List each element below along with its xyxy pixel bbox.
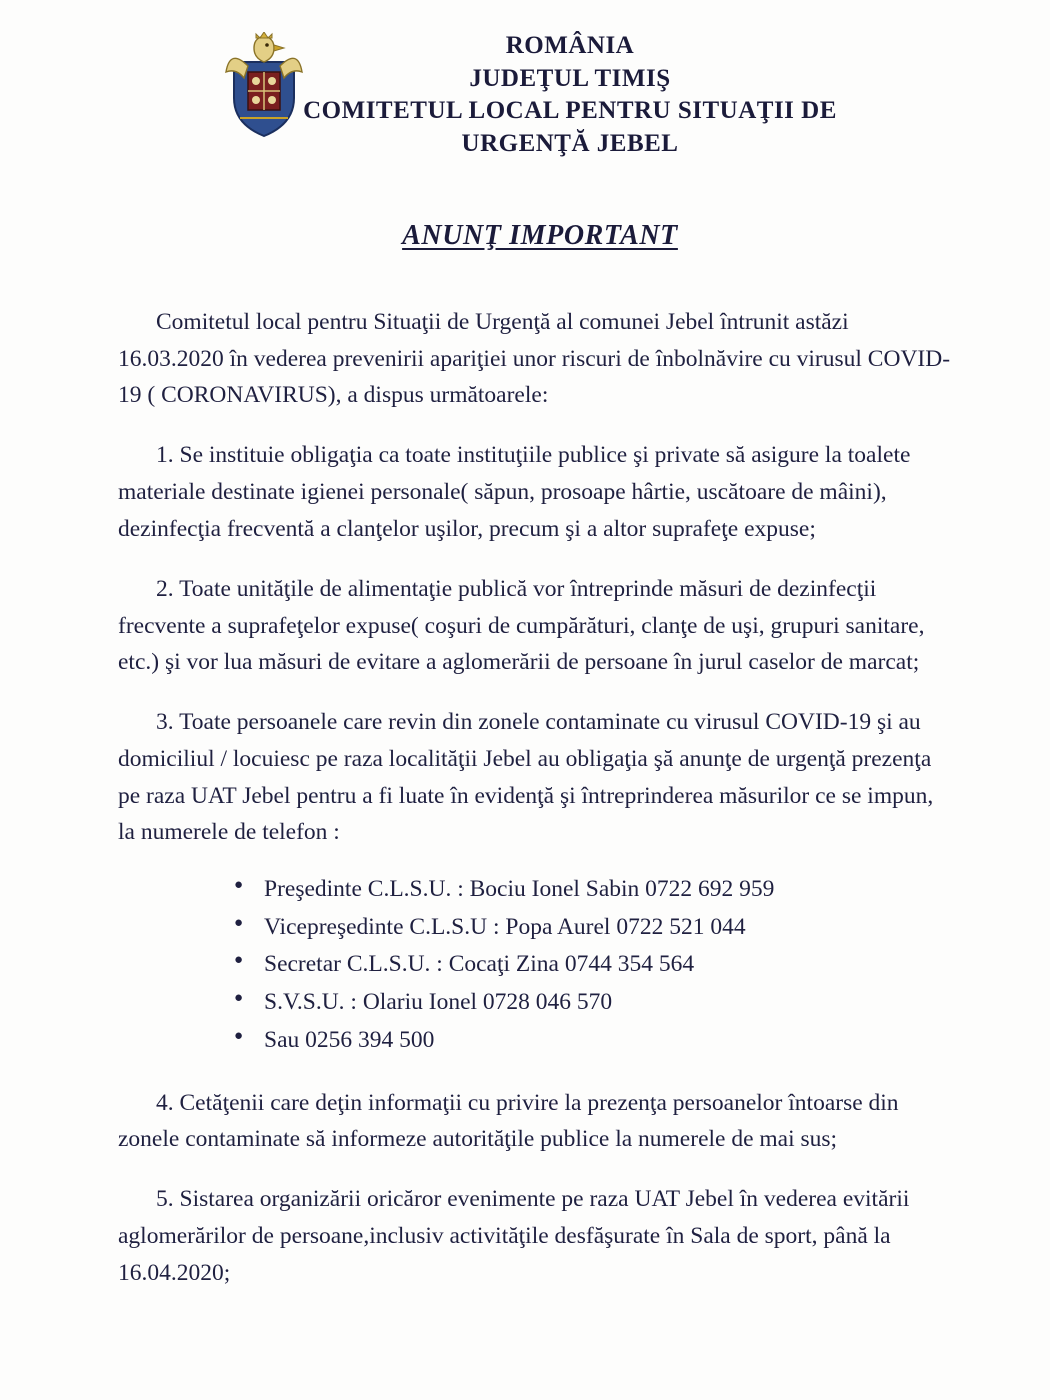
list-item: ● S.V.S.U. : Olariu Ionel 0728 046 570 [234, 985, 955, 1021]
document-header [0, 0, 1050, 160]
page-title [0, 220, 1050, 252]
header-line-committee-2: URGENŢĂ JEBEL [461, 129, 679, 157]
header-line-country: ROMÂNIA [505, 32, 635, 59]
romania-coat-of-arms-icon [222, 32, 306, 138]
list-item: ● Secretar C.L.S.U. : Cocaţi Zina 0744 354 564 [234, 947, 955, 983]
header-line-committee-1: COMITETUL LOCAL PENTRU SITUAŢII DE [303, 97, 837, 124]
paragraph-intro: Comitetul local pentru Situaţii de Urgenţă al comunei Jebel întrunit astăzi 16.03.2020 în vederea prevenirii apariţiei unor riscuri de înbolnăvire cu virusul COVID-19 ( CORONAVIRUS), a dispus următoarele: [118, 309, 951, 409]
paragraph-item-1: 1. Se instituie obligaţia ca toate instituţiile publice şi private să asigure la toalete materiale destinate igienei personale( săpun, prosoape hârtie, uscătoare de mâini), dezinfecţia frecventă a clanţelor uşilor, precum şi a altor suprafeţe expuse; [118, 442, 911, 542]
list-item: ● Sau 0256 394 500 [234, 1023, 955, 1059]
paragraph-item-3: 3. Toate persoanele care revin din zonele contaminate cu virusul COVID-19 şi au domiciliul / locuiesc pe raza localităţii Jebel au obligaţia şă anunţe de urgenţă prezenţa pe raza UAT Jebel pentru a fi luate în evidenţă şi întreprinderea măsurilor ce se impun, la numerele de telefon : [118, 709, 934, 846]
paragraph-item-2: 2. Toate unităţile de alimentaţie publică vor întreprinde măsuri de dezinfecţii frecvente a suprafeţelor expuse( coşuri de cumpărături, clanţe de uşi, grupuri sanitare, etc.) şi vor lua măsuri de evitare a aglomerării de persoane în jurul caselor de marcat; [118, 575, 925, 676]
paragraph-item-4: 4. Cetăţenii care deţin informaţii cu privire la prezenţa persoanelor întoarse din zonele contaminate să informeze autorităţile publice la numerele de mai sus; [118, 1089, 899, 1153]
list-item: ● Preşedinte C.L.S.U. : Bociu Ionel Sabin 0722 692 959 [234, 872, 955, 908]
contact-list [118, 872, 955, 1059]
header-line-county: JUDEŢUL TIMIŞ [469, 64, 671, 92]
page-title-text: ANUNŢ IMPORTANT [402, 220, 678, 251]
header-title-block [0, 30, 1050, 160]
paragraph-item-5: 5. Sistarea organizării oricăror evenimente pe raza UAT Jebel în vederea evitării aglomerărilor de persoane,inclusiv activităţile desfăşurate în Sala de sport, până la 16.04.2020; [118, 1186, 910, 1286]
document-body [0, 304, 1050, 1291]
list-item: ● Vicepreşedinte C.L.S.U : Popa Aurel 0722 521 044 [234, 910, 955, 946]
